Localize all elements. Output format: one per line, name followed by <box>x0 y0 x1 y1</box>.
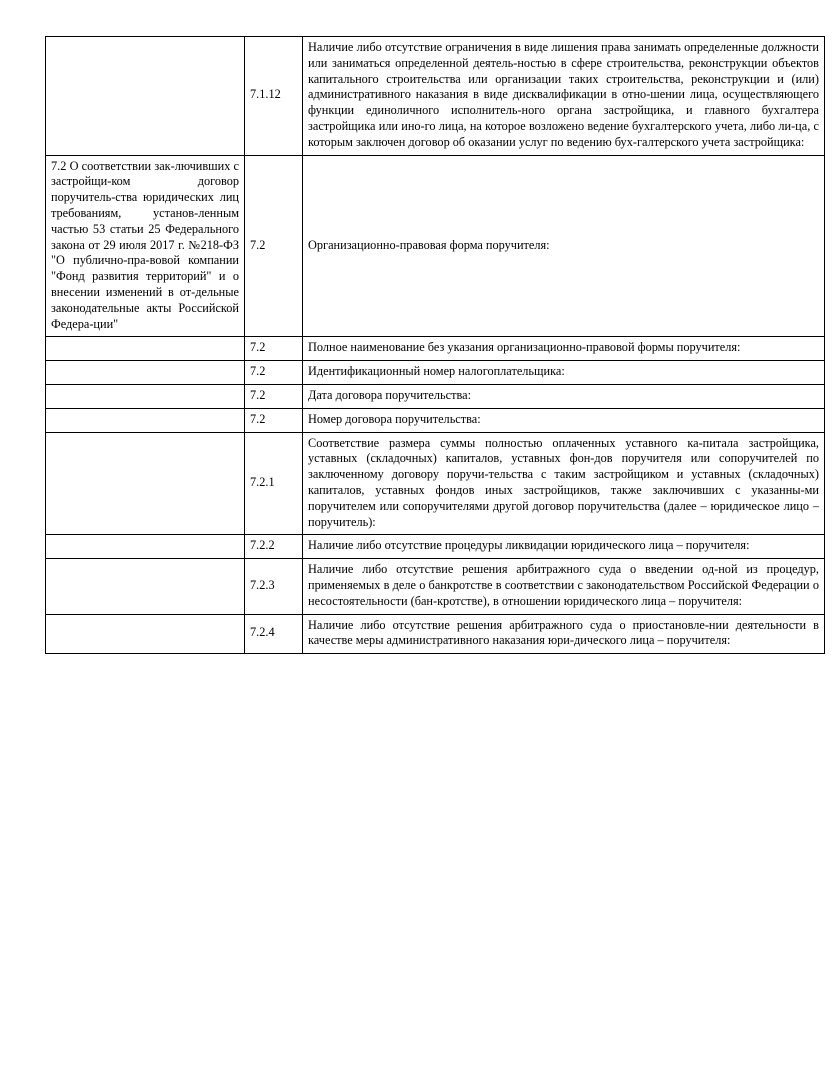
row-text-cell: Наличие либо отсутствие ограничения в виде лишения права занимать определенные должности или заниматься определенной деятель-ностью в сфере строительства, реконструкции объектов капитального строительства или организации таких строительства, реконструкции и (или) административного наказания в виде дисквалификации в отно-шении лица, осуществляющего функции единоличного исполнитель-ного органа застройщика, и главного бухгалтера застройщика или ино-го лица, на которое возложено ведение бухгалтерского учета, либо ли-ца, с которым заключен договор об оказании услуг по ведению бух-галтерского учета застройщика: <box>303 37 825 156</box>
row-number-cell: 7.2.3 <box>245 559 303 614</box>
row-text-cell: Наличие либо отсутствие решения арбитражного суда о приостановле-нии деятельности в качестве меры административного наказания юри-дического лица – поручителя: <box>303 614 825 654</box>
row-left-cell: 7.2 О соответствии зак-лючивших с застройщи-ком договор поручитель-ства юридических лиц требованиям, установ-ленным частью 53 статьи 25 Федерального закона от 29 июля 2017 г. №218-ФЗ "О публично-пра-вовой компании "Фонд развития территорий" и о внесении изменений в от-дельные законодательные акты Российской Федера-ции" <box>46 155 245 337</box>
row-left-cell <box>46 361 245 385</box>
row-number-cell: 7.2 <box>245 155 303 337</box>
row-text-cell: Дата договора поручительства: <box>303 384 825 408</box>
row-left-cell <box>46 408 245 432</box>
row-number-cell: 7.2 <box>245 408 303 432</box>
requirements-table <box>45 36 825 654</box>
row-number-cell: 7.2.4 <box>245 614 303 654</box>
row-number-cell: 7.2.1 <box>245 432 303 535</box>
row-left-cell <box>46 559 245 614</box>
table-row <box>46 559 825 614</box>
row-left-cell <box>46 37 245 156</box>
row-text-cell: Организационно-правовая форма поручителя: <box>303 155 825 337</box>
table-row <box>46 535 825 559</box>
table-row <box>46 361 825 385</box>
row-number-cell: 7.2 <box>245 384 303 408</box>
table-row <box>46 432 825 535</box>
row-left-cell <box>46 432 245 535</box>
row-text-cell: Соответствие размера суммы полностью оплаченных уставного ка-питала застройщика, уставных (складочных) капиталов, уставных фон-дов поручителя или сопоручителей по заключенному договору поручи-тельства с таким застройщиком и уставных (складочных) капиталов, уставных фондов иных застройщиков, также заключивших с указанны-ми поручителем или сопоручителями другой договор поручительства (далее – юридическое лицо – поручитель): <box>303 432 825 535</box>
row-text-cell: Полное наименование без указания организационно-правовой формы поручителя: <box>303 337 825 361</box>
row-left-cell <box>46 337 245 361</box>
table-row <box>46 155 825 337</box>
table-row <box>46 384 825 408</box>
row-number-cell: 7.1.12 <box>245 37 303 156</box>
row-number-cell: 7.2 <box>245 361 303 385</box>
row-number-cell: 7.2 <box>245 337 303 361</box>
row-left-cell <box>46 535 245 559</box>
row-text-cell: Наличие либо отсутствие решения арбитражного суда о введении од-ной из процедур, применяемых в деле о банкротстве в соответствии с законодательством Российской Федерации о несостоятельности (бан-кротстве), в отношении юридического лица – поручителя: <box>303 559 825 614</box>
row-left-cell <box>46 614 245 654</box>
row-text-cell: Идентификационный номер налогоплательщика: <box>303 361 825 385</box>
table-row <box>46 614 825 654</box>
table-row <box>46 408 825 432</box>
row-text-cell: Номер договора поручительства: <box>303 408 825 432</box>
table-row <box>46 37 825 156</box>
table-body <box>46 37 825 654</box>
row-text-cell: Наличие либо отсутствие процедуры ликвидации юридического лица – поручителя: <box>303 535 825 559</box>
table-row <box>46 337 825 361</box>
row-left-cell <box>46 384 245 408</box>
row-number-cell: 7.2.2 <box>245 535 303 559</box>
